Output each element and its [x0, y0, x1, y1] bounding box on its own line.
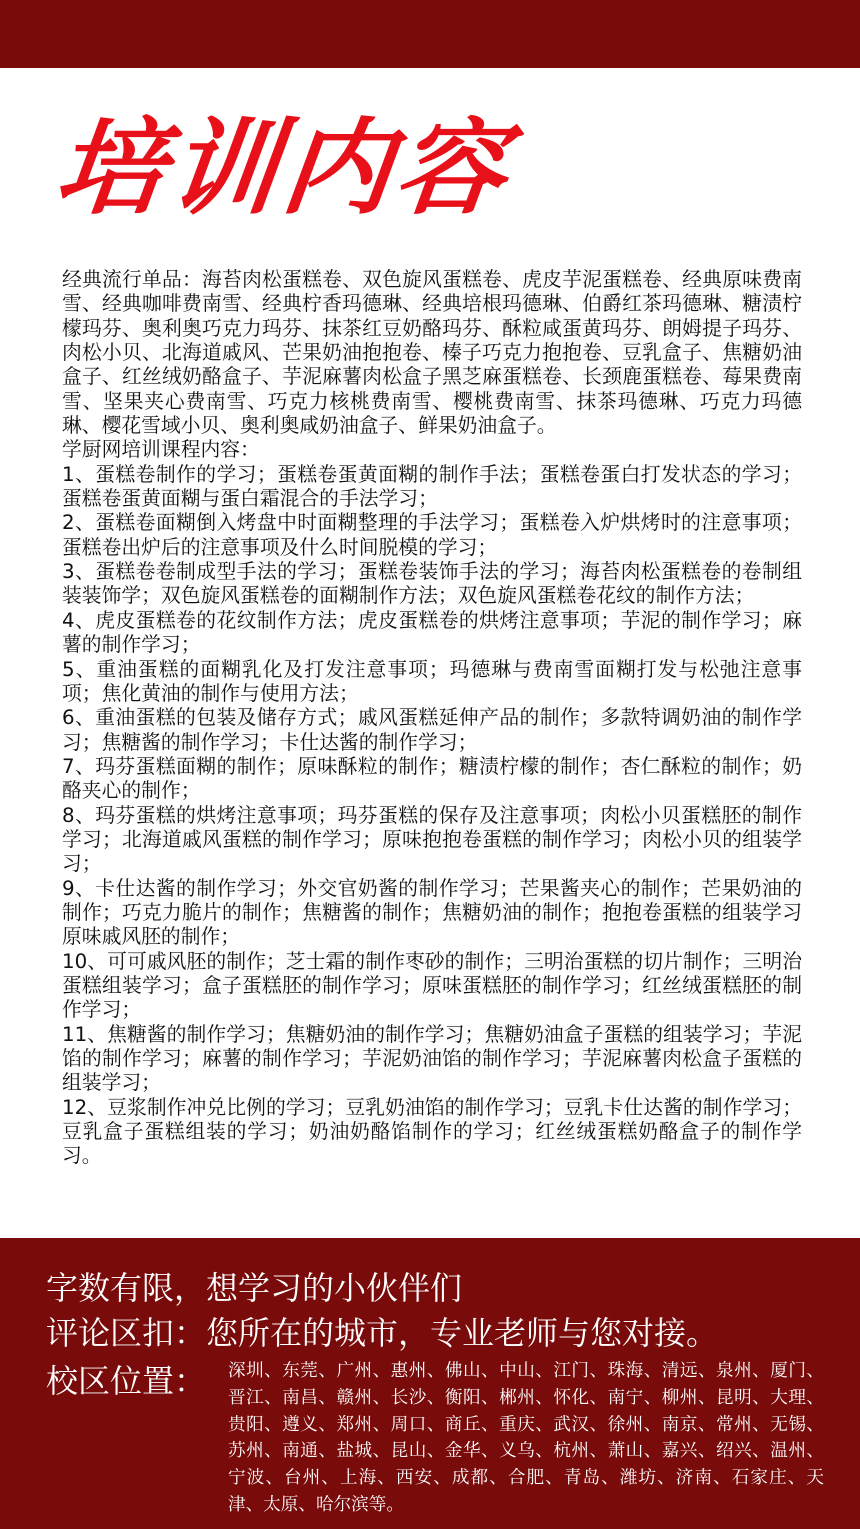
course-item-4: 4、虎皮蛋糕卷的花纹制作方法；虎皮蛋糕卷的烘烤注意事项；芋泥的制作学习；麻薯的制作学习；	[62, 608, 802, 657]
course-item-3: 3、蛋糕卷卷制成型手法的学习；蛋糕卷装饰手法的学习；海苔肉松蛋糕卷的卷制组装装饰学；双色旋风蛋糕卷的面糊制作方法；双色旋风蛋糕卷花纹的制作方法；	[62, 560, 802, 608]
footer-line-limited: 字数有限，想学习的小伙伴们	[46, 1269, 463, 1307]
course-item-7: 7、玛芬蛋糕面糊的制作；原味酥粒的制作；糖渍柠檬的制作；杏仁酥粒的制作；奶酪夹心的制作；	[62, 754, 802, 803]
featured-products: 经典流行单品：海苔肉松蛋糕卷、双色旋风蛋糕卷、虎皮芋泥蛋糕卷、经典原味费南雪、经典咖啡费南雪、经典柠香玛德琳、经典培根玛德琳、伯爵红茶玛德琳、糖渍柠檬玛芬、奥利奥巧克力玛芬、抹茶红豆奶酪玛芬、酥粒咸蛋黄玛芬、朗姆提子玛芬、肉松小贝、北海道戚风、芒果奶油抱抱卷、榛子巧克力抱抱卷、豆乳盒子、焦糖奶油盒子、红丝绒奶酪盒子、芋泥麻薯肉松盒子黑芝麻蛋糕卷、长颈鹿蛋糕卷、莓果费南雪、坚果夹心费南雪、巧克力核桃费南雪、樱桃费南雪、抹茶玛德琳、巧克力玛德琳、樱花雪域小贝、奥利奥咸奶油盒子、鲜果奶油盒子。	[62, 268, 802, 438]
campus-list: 深圳、东莞、广州、惠州、佛山、中山、江门、珠海、清远、泉州、厦门、晋江、南昌、赣州、长沙、衡阳、郴州、怀化、南宁、柳州、昆明、大理、贵阳、遵义、郑州、周口、商丘、重庆、武汉、徐州、南京、常州、无锡、苏州、南通、盐城、昆山、金华、义乌、杭州、萧山、嘉兴、绍兴、温州、宁波、台州、上海、西安、成都、合肥、青岛、潍坊、济南、石家庄、天津、太原、哈尔滨等。	[228, 1361, 824, 1515]
footer-line-comment-prompt: 评论区扣：您所在的城市，专业老师与您对接。	[46, 1314, 719, 1352]
page-title: 培训内容	[49, 107, 516, 229]
course-item-6: 6、重油蛋糕的包装及储存方式；戚风蛋糕延伸产品的制作；多款特调奶油的制作学习；焦糖酱的制作学习；卡仕达酱的制作学习；	[62, 706, 802, 754]
course-item-1: 1、蛋糕卷制作的学习；蛋糕卷蛋黄面糊的制作手法；蛋糕卷蛋白打发状态的学习；蛋糕卷蛋黄面糊与蛋白霜混合的手法学习；	[62, 462, 802, 511]
course-item-12: 12、豆浆制作冲兑比例的学习；豆乳奶油馅的制作学习；豆乳卡仕达酱的制作学习；豆乳盒子蛋糕组装的学习；奶油奶酪馅制作的学习；红丝绒蛋糕奶酪盒子的制作学习。	[62, 1095, 802, 1168]
course-item-11: 11、焦糖酱的制作学习；焦糖奶油的制作学习；焦糖奶油盒子蛋糕的组装学习；芋泥馅的制作学习；麻薯的制作学习；芋泥奶油馅的制作学习；芋泥麻薯肉松盒子蛋糕的组装学习；	[62, 1022, 802, 1095]
footer-banner	[0, 1238, 860, 1529]
course-heading: 学厨网培训课程内容：	[62, 438, 260, 462]
course-content	[62, 268, 802, 1169]
course-item-10: 10、可可戚风胚的制作；芝士霜的制作枣砂的制作；三明治蛋糕的切片制作；三明治蛋糕组装学习；盒子蛋糕胚的制作学习；原味蛋糕胚的制作学习；红丝绒蛋糕胚的制作学习；	[62, 949, 802, 1022]
campus-label: 校区位置：	[46, 1362, 207, 1400]
course-item-2: 2、蛋糕卷面糊倒入烤盘中时面糊整理的手法学习；蛋糕卷入炉烘烤时的注意事项；蛋糕卷出炉后的注意事项及什么时间脱模的学习；	[62, 511, 802, 559]
course-item-5: 5、重油蛋糕的面糊乳化及打发注意事项；玛德琳与费南雪面糊打发与松弛注意事项；焦化黄油的制作与使用方法；	[62, 657, 802, 705]
course-item-9: 9、卡仕达酱的制作学习；外交官奶酱的制作学习；芒果酱夹心的制作；芒果奶油的制作；巧克力脆片的制作；焦糖酱的制作；焦糖奶油的制作；抱抱卷蛋糕的组装学习原味戚风胚的制作；	[62, 876, 802, 949]
top-banner	[0, 0, 860, 68]
course-item-8: 8、玛芬蛋糕的烘烤注意事项；玛芬蛋糕的保存及注意事项；肉松小贝蛋糕胚的制作学习；北海道戚风蛋糕的制作学习；原味抱抱卷蛋糕的制作学习；肉松小贝的组装学习；	[62, 803, 802, 876]
